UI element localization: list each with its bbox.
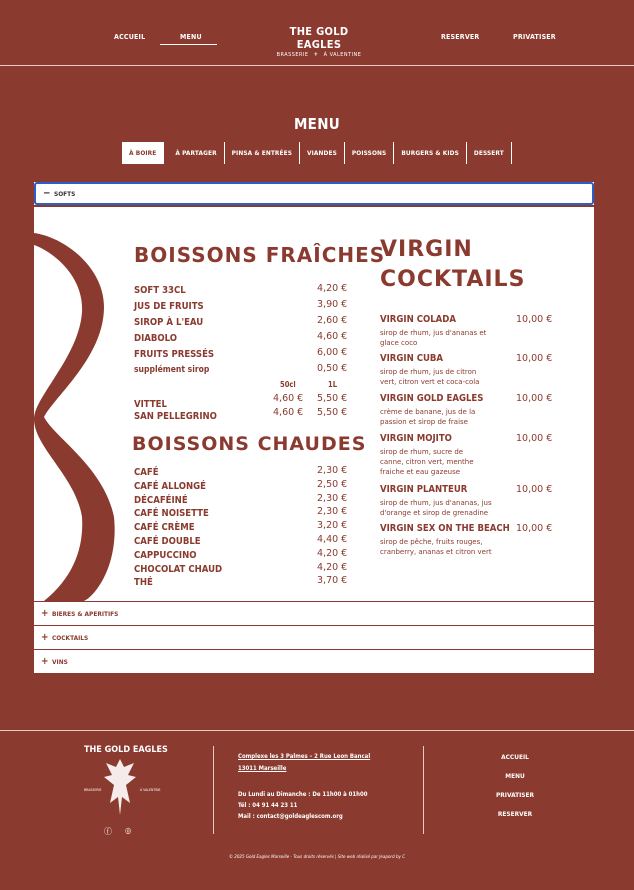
cocktail-description: sirop de rhum, jus d'ananas, jus (380, 499, 492, 507)
cocktail-description: glace coco (380, 339, 418, 347)
drink-price: 2,50 € (317, 478, 348, 490)
tab-dessert[interactable]: DESSERT (467, 142, 512, 164)
footer-divider (423, 746, 424, 834)
drink-name: JUS DE FRUITS (134, 301, 204, 312)
plus-icon: + (41, 632, 49, 643)
accordion-header[interactable] (34, 602, 594, 625)
drink-name: CAFÉ CRÈME (134, 522, 195, 534)
address-line-2[interactable]: 13011 Marseille (238, 765, 287, 772)
water-price-50cl: 4,60 € (273, 393, 304, 404)
accordion-header[interactable] (34, 182, 594, 205)
nav-active-indicator (160, 44, 217, 45)
footer-nav-reserver[interactable]: RESERVER (497, 810, 533, 818)
cocktail-price: 10,00 € (516, 523, 553, 534)
drink-price: 4,20 € (317, 561, 348, 573)
opening-hours: Du Lundi au Dimanche : De 11h00 à 01h00 (238, 791, 368, 798)
top-navbar (0, 0, 634, 66)
footer-divider (213, 746, 214, 834)
drink-name: CAFÉ NOISETTE (134, 508, 209, 520)
cocktail-name: VIRGIN GOLD EAGLES (380, 393, 484, 404)
drink-name: THÉ (134, 577, 153, 589)
accordion-bieres-aperitifs[interactable] (34, 602, 594, 625)
accordion-cocktails[interactable] (34, 626, 594, 649)
drink-price: 2,30 € (317, 465, 348, 476)
cocktail-name: VIRGIN COLADA (380, 314, 456, 325)
drink-name: CHOCOLAT CHAUD (134, 563, 223, 575)
footer-brand: THE GOLD EAGLES (84, 745, 168, 755)
footer-nav-privatiser[interactable]: PRIVATISER (496, 791, 534, 799)
footer (0, 730, 634, 890)
accordion-label: BIERES & APERITIFS (52, 609, 119, 618)
water-price-1l: 5,50 € (317, 407, 348, 418)
accordion-header[interactable] (34, 650, 594, 673)
copyright: © 2025 Gold Eagles Marseille - Tous droits réservés | Site web réalisé par Jeapord by C (228, 855, 406, 860)
accordion-vins[interactable] (34, 650, 594, 673)
water-price-50cl: 4,60 € (273, 407, 304, 418)
minus-icon: − (43, 188, 51, 199)
cocktail-description: sirop de rhum, jus d'ananas et (380, 329, 487, 337)
nav-menu[interactable]: MENU (180, 33, 202, 41)
drink-price: 3,20 € (317, 520, 348, 532)
drink-price: 3,90 € (317, 299, 348, 310)
drink-name: DÉCAFÉINÉ (134, 494, 188, 506)
size-label-50cl: 50cl (280, 380, 296, 389)
logo-sub-left: BRASSERIE (276, 52, 309, 58)
cocktail-name: VIRGIN MOJITO (380, 433, 452, 444)
drink-name: DIABOLO (134, 333, 178, 344)
drink-name: SIROP À L'EAU (134, 317, 204, 328)
accordion-label: COCKTAILS (52, 633, 89, 642)
drink-name: CAFÉ DOUBLE (134, 536, 201, 547)
heading-cocktails: COCKTAILS (380, 267, 526, 292)
drink-name: CAPPUCCINO (134, 549, 197, 561)
heading-boissons-fraiches: BOISSONS FRAÎCHES (134, 243, 386, 267)
heading-boissons-chaudes: BOISSONS CHAUDES (132, 433, 367, 455)
cocktail-description: fraiche et eau gazeuse (380, 468, 461, 476)
tab-viandes[interactable]: VIANDES (300, 142, 345, 164)
plus-icon: + (41, 608, 49, 619)
phone[interactable]: Tél : 04 91 44 23 11 (238, 802, 298, 809)
drink-price: 4,20 € (317, 547, 348, 559)
drink-name: SOFT 33CL (134, 285, 186, 296)
drink-name: FRUITS PRESSÉS (134, 349, 215, 360)
cocktail-name: VIRGIN CUBA (380, 353, 444, 364)
menu-image-softs (34, 207, 594, 601)
cocktail-description: d'orange et sirop de grenadine (380, 509, 489, 517)
drink-price: 2,60 € (317, 315, 348, 326)
drink-price: 0,50 € (317, 363, 348, 374)
tab-pinsa-entrees[interactable]: PINSA & ENTRÉES (225, 142, 300, 164)
emblem-right-text: À VALENTINE (140, 788, 161, 792)
eagle-mini-icon: ⚜ (313, 52, 319, 58)
cocktail-price: 10,00 € (516, 353, 553, 364)
logo-title: THE GOLD EAGLES (289, 25, 349, 51)
cocktail-description: sirop de rhum, jus de citron (380, 368, 477, 376)
email[interactable]: Mail : contact@goldeaglescom.org (238, 813, 343, 820)
facebook-icon[interactable]: ⓕ (104, 827, 112, 836)
logo-sub-right: À VALENTINE (323, 52, 362, 58)
cocktail-name: VIRGIN SEX ON THE BEACH (380, 523, 510, 534)
logo-subtitle (272, 52, 366, 58)
cocktail-price: 10,00 € (516, 393, 553, 404)
cocktail-price: 10,00 € (516, 484, 553, 495)
nav-accueil[interactable]: ACCUEIL (114, 33, 146, 41)
cocktail-description: vert, citron vert et coca-cola (380, 378, 480, 386)
decorative-b-shape (34, 207, 134, 601)
water-name: SAN PELLEGRINO (134, 411, 217, 422)
cocktail-description: sirop de pêche, fruits rouges, (380, 538, 483, 546)
drink-name: CAFÉ ALLONGÉ (134, 480, 206, 492)
water-name: VITTEL (134, 399, 167, 410)
heading-virgin: VIRGIN (380, 237, 473, 262)
cocktail-description: cranberry, ananas et citron vert (380, 548, 492, 556)
nav-privatiser[interactable]: PRIVATISER (513, 33, 556, 41)
footer-nav-menu[interactable]: MENU (505, 772, 525, 780)
drink-name: CAFÉ (134, 467, 159, 478)
cocktail-price: 10,00 € (516, 314, 553, 325)
menu-tabs (122, 142, 512, 164)
drink-price: 6,00 € (317, 347, 348, 358)
eagle-emblem-icon (100, 757, 140, 819)
cocktail-name: VIRGIN PLANTEUR (380, 484, 468, 495)
accordion-softs[interactable] (34, 182, 594, 205)
cocktail-description: canne, citron vert, menthe (380, 458, 474, 466)
drink-price: 3,70 € (317, 575, 348, 587)
drink-price: 4,40 € (317, 534, 348, 545)
drink-price: 4,20 € (317, 283, 348, 294)
address-line-1[interactable]: Complexe les 3 Palmes – 2 Rue Leon Bancal (238, 753, 371, 760)
drink-price: 2,30 € (317, 492, 348, 504)
drink-name: supplément sirop (134, 365, 210, 375)
site-logo[interactable] (272, 25, 366, 58)
drink-price: 2,30 € (317, 506, 348, 518)
drink-price: 4,60 € (317, 331, 348, 342)
cocktail-description: passion et sirop de fraise (380, 418, 468, 426)
nav-reserver[interactable]: RESERVER (441, 33, 480, 41)
accordion-label: SOFTS (54, 189, 76, 198)
accordion-label: VINS (52, 657, 68, 666)
cocktail-description: sirop de rhum, sucre de (380, 448, 464, 456)
water-price-1l: 5,50 € (317, 393, 348, 404)
cocktail-price: 10,00 € (516, 433, 553, 444)
tab-burgers-kids[interactable]: BURGERS & KIDS (394, 142, 467, 164)
tab-a-boire[interactable]: À BOIRE (122, 142, 164, 164)
plus-icon: + (41, 656, 49, 667)
page-title: MENU (293, 115, 341, 133)
instagram-icon[interactable]: ◎ (125, 826, 132, 835)
accordion-header[interactable] (34, 626, 594, 649)
tab-a-partager[interactable]: À PARTAGER (168, 142, 224, 164)
cocktail-description: crème de banane, jus de la (380, 408, 476, 416)
footer-nav-accueil[interactable]: ACCUEIL (501, 753, 529, 761)
size-label-1l: 1L (328, 380, 337, 389)
tab-poissons[interactable]: POISSONS (345, 142, 394, 164)
emblem-left-text: BRASSERIE (84, 788, 102, 792)
